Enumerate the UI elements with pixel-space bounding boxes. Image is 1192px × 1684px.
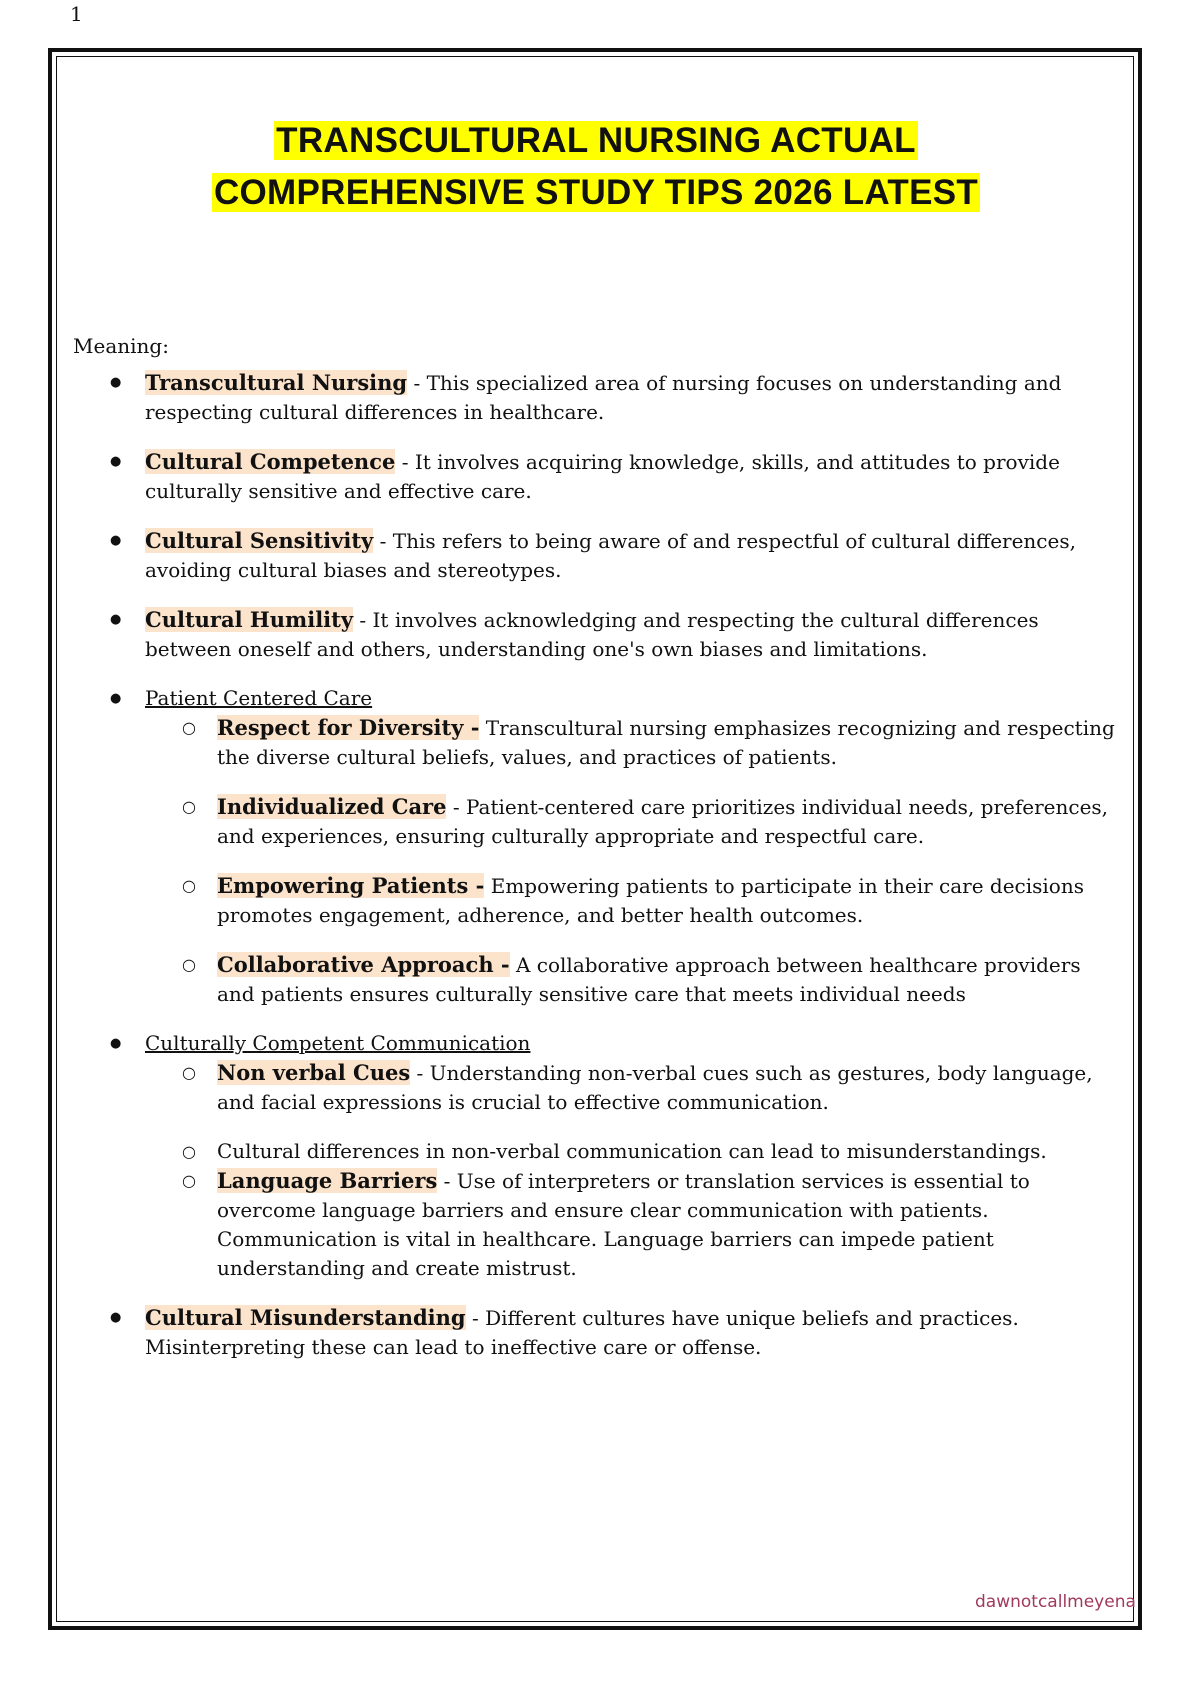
sub-list-item [182, 792, 1120, 851]
section-heading: Patient Centered Care [145, 686, 373, 710]
page-number: 1 [70, 2, 83, 26]
list-item [110, 526, 1120, 585]
watermark: dawnotcallmeyena [975, 1592, 1136, 1612]
term: Respect for Diversity - [217, 715, 480, 740]
definition: - It involves acquiring knowledge, skills, and attitudes to provide culturally sensitive and effective care. [145, 450, 1060, 503]
sub-list-item [182, 1058, 1120, 1117]
term: Collaborative Approach - [217, 952, 510, 977]
sub-list-item [182, 950, 1120, 1009]
definition: Transcultural nursing emphasizes recognizing and respecting the diverse cultural beliefs, values, and practices of patients. [217, 716, 1115, 769]
sub-list-item [182, 1137, 1120, 1166]
list-item [110, 605, 1120, 664]
meaning-label: Meaning: [73, 334, 169, 358]
title-line-1: TRANSCULTURAL NURSING ACTUAL [276, 121, 916, 160]
definition: - This specialized area of nursing focuses on understanding and respecting cultural differences in healthcare. [145, 371, 1062, 424]
definition: - Understanding non-verbal cues such as gestures, body language, and facial expressions is crucial to effective communication. [217, 1061, 1093, 1114]
sub-list-item [182, 713, 1120, 772]
content-list [110, 368, 1120, 1382]
definition: - Use of interpreters or translation services is essential to overcome language barriers and ensure clear communication with patients. Communication is vital in healthcare. Language barriers can impede patient understanding and create mistrust. [217, 1169, 1030, 1280]
term: Cultural Competence [145, 449, 396, 474]
sub-list-item [182, 1166, 1120, 1283]
term: Language Barriers [217, 1168, 438, 1193]
definition: Empowering patients to participate in their care decisions promotes engagement, adherence, and better health outcomes. [217, 874, 1084, 927]
list-item [110, 368, 1120, 427]
title-line-2: COMPREHENSIVE STUDY TIPS 2026 LATEST [213, 173, 979, 212]
list-item [110, 1029, 1120, 1058]
list-item [110, 684, 1120, 713]
term: Non verbal Cues [217, 1060, 411, 1085]
term: Empowering Patients - [217, 873, 485, 898]
term: Cultural Misunderstanding [145, 1305, 466, 1330]
definition: A collaborative approach between healthcare providers and patients ensures culturally sensitive care that meets individual needs [217, 953, 1081, 1006]
sub-list-item [182, 871, 1120, 930]
term: Individualized Care [217, 794, 447, 819]
definition: Cultural differences in non-verbal communication can lead to misunderstandings. [217, 1139, 1047, 1163]
list-item [110, 1303, 1120, 1362]
term: Cultural Humility [145, 607, 354, 632]
section-heading: Culturally Competent Communication [145, 1031, 531, 1055]
term: Cultural Sensitivity [145, 528, 374, 553]
document-title [0, 115, 1192, 219]
definition: - This refers to being aware of and respectful of cultural differences, avoiding cultural biases and stereotypes. [145, 529, 1076, 582]
definition: - Patient-centered care prioritizes individual needs, preferences, and experiences, ensuring culturally appropriate and respectful care. [217, 795, 1109, 848]
term: Transcultural Nursing [145, 370, 408, 395]
definition: - It involves acknowledging and respecting the cultural differences between oneself and others, understanding one's own biases and limitations. [145, 608, 1039, 661]
list-item [110, 447, 1120, 506]
definition: - Different cultures have unique beliefs and practices. Misinterpreting these can lead to ineffective care or offense. [145, 1306, 1019, 1359]
